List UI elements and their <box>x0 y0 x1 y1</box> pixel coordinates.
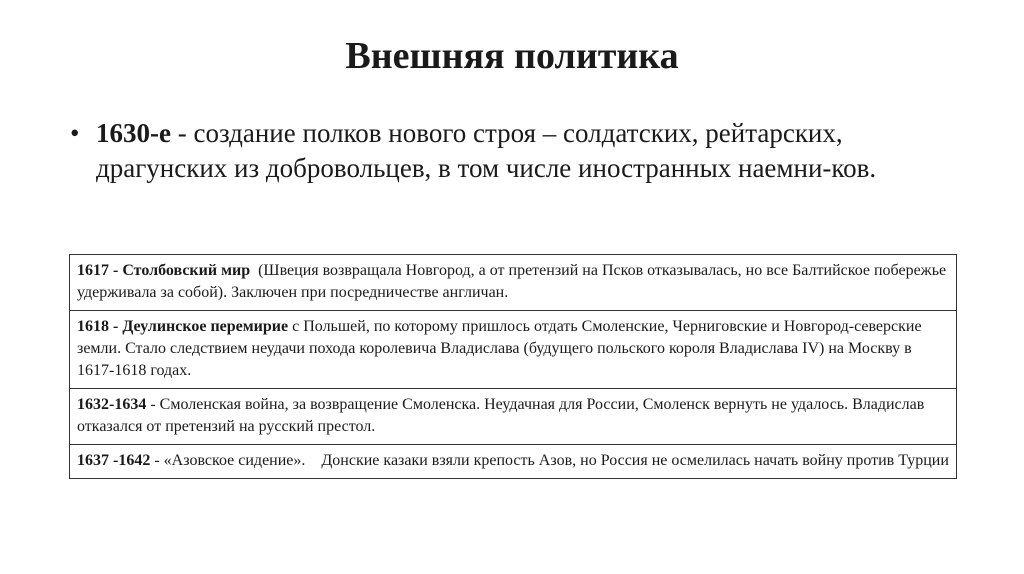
event-description: с Польшей, по которому пришлось отдать Смоленские, Черниговские и Новгород-северские земли. Стало следствием неудачи похода королевича Владислава (будущего польского короля Владислава IV) на Москву в 1617-1618 годах. <box>77 318 922 379</box>
page-title: Внешняя политика <box>345 35 679 77</box>
table-cell <box>70 445 957 479</box>
event-date: 1617 - Столбовский мир <box>77 262 251 279</box>
table-row <box>70 389 957 445</box>
table-row <box>70 445 957 479</box>
event-date: 1637 -1642 <box>77 452 151 469</box>
events-table <box>69 254 957 479</box>
event-description: - Смоленская война, за возвращение Смоленска. Неудачная для России, Смоленск вернуть не удалось. Владислав отказался от претензий на русский престол. <box>77 396 925 435</box>
event-date: 1618 - Деулинское перемирие <box>77 318 289 335</box>
event-date: 1632-1634 <box>77 396 147 413</box>
bullet-year: 1630-е <box>96 118 171 148</box>
table-cell <box>70 389 957 445</box>
bullet-description: - создание полков нового строя – солдатских, рейтарских, драгунских из добровольцев, в том числе иностранных наемни-ков. <box>96 118 877 183</box>
table-cell <box>70 311 957 389</box>
table-row <box>70 255 957 311</box>
event-description: - «Азовское сидение». Донские казаки взяли крепость Азов, но Россия не осмелилась начать войну против Турции <box>150 452 949 469</box>
table-cell <box>70 255 957 311</box>
bullet-item <box>70 116 950 186</box>
bullet-marker: • <box>70 118 80 148</box>
bullet-text <box>96 116 950 186</box>
table-row <box>70 311 957 389</box>
event-description: (Швеция возвращала Новгород, а от претензий на Псков отказывалась, но все Балтийское побережье удерживала за собой). Заключен при посредничестве англичан. <box>77 262 951 301</box>
